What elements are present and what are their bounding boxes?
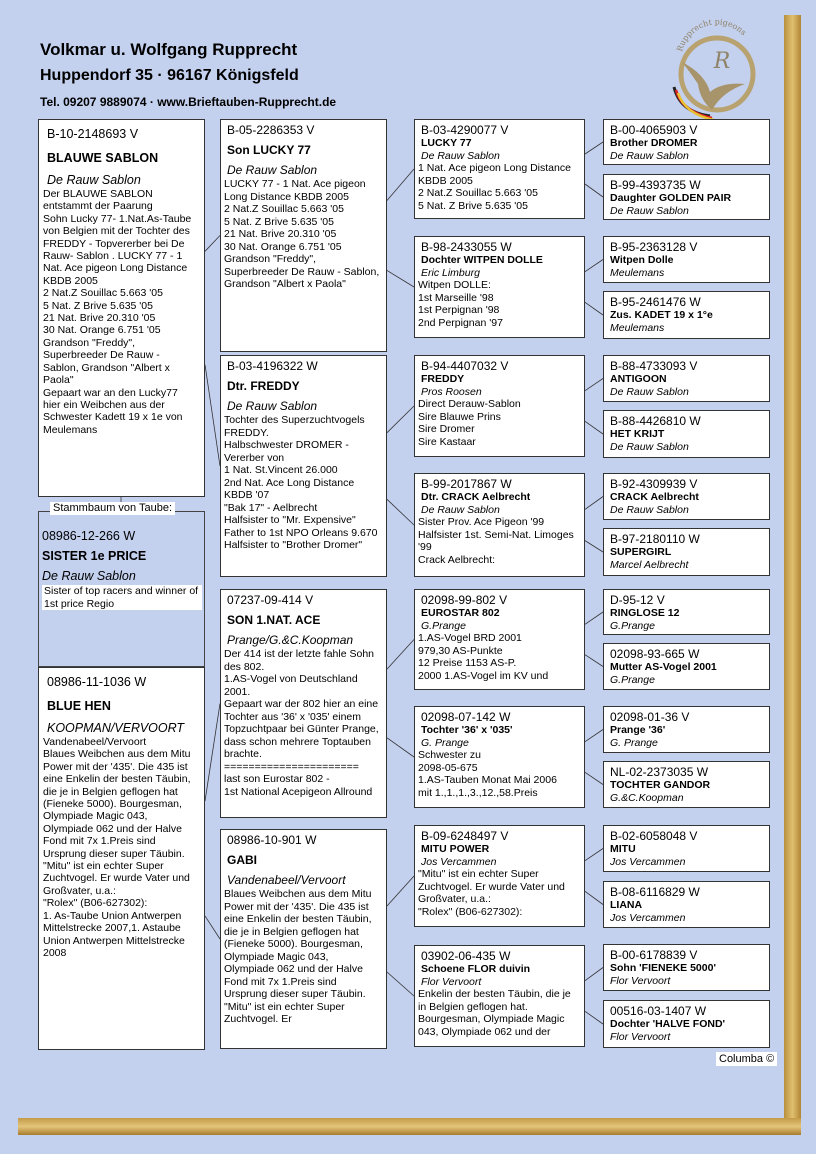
- connector-line: [585, 655, 603, 667]
- breeder: De Rauw Sablon: [227, 399, 318, 413]
- pedigree-card-gg-grandparents[interactable]: [603, 706, 770, 753]
- breeder: G. Prange: [610, 737, 658, 749]
- breeder-name: Volkmar u. Wolfgang Rupprecht: [40, 40, 298, 59]
- breeder: De Rauw Sablon: [47, 173, 141, 187]
- ring-number: B-00-6178839 V: [610, 948, 698, 962]
- ring-number: B-00-4065903 V: [610, 123, 698, 137]
- connector-line: [387, 876, 414, 906]
- description: Tochter des Superzuchtvogels FREDDY. Halbschwester DROMER - Vererber von 1 Nat. St.Vincent 26.000 2nd Nat. Ace Long Distance KBDB '07 "Bak 17" - Aelbrecht Halfsister to "Mr. Expensive" Father to 1st NPO Orleans 9.670 Halfsister to "Brother Dromer": [224, 414, 378, 551]
- connector-line: [585, 497, 603, 510]
- pedigree-card-gg-grandparents[interactable]: [603, 643, 770, 690]
- description: Witpen DOLLE: 1st Marseille '98 1st Perpignan '98 2nd Perpignan '97: [418, 279, 503, 329]
- description: 1 Nat. Ace pigeon Long Distance KBDB 2005 2 Nat.Z Souillac 5.663 '05 5 Nat. Z Brive 5.635 '05: [418, 162, 571, 212]
- ring-number: B-88-4426810 W: [610, 414, 701, 428]
- connector-line: [387, 738, 414, 757]
- ring-number: 08986-11-1036 W: [47, 675, 147, 689]
- connector-line: [205, 704, 220, 802]
- connector-line: [585, 541, 603, 552]
- pigeon-name: FREDDY: [421, 373, 465, 385]
- connector-line: [585, 968, 603, 981]
- pigeon-name: Tochter '36' x '035': [421, 724, 513, 736]
- ring-number: 03902-06-435 W: [421, 949, 511, 963]
- connector-line: [387, 499, 414, 525]
- breeder: G. Prange: [421, 737, 469, 749]
- connector-line: [585, 730, 603, 742]
- ring-number: B-95-2461476 W: [610, 295, 701, 309]
- breeder: De Rauw Sablon: [421, 150, 500, 162]
- pedigree-card-great-grandparents[interactable]: [414, 473, 585, 577]
- breeder: De Rauw Sablon: [421, 504, 500, 516]
- pigeon-name: ANTIGOON: [610, 373, 667, 385]
- svg-text:Rupprecht pigeons: Rupprecht pigeons: [675, 17, 749, 53]
- breeder: Flor Vervoort: [610, 1031, 671, 1043]
- pedigree-card-great-grandparents[interactable]: [414, 236, 585, 338]
- breeder: Jos Vercammen: [610, 912, 686, 924]
- breeder: Vandenabeel/Vervoort: [227, 873, 346, 887]
- pigeon-name: BLUE HEN: [47, 699, 111, 713]
- pigeon-name: BLAUWE SABLON: [47, 151, 159, 165]
- pedigree-card-parents[interactable]: [38, 667, 205, 1050]
- ring-number: B-05-2286353 V: [227, 123, 315, 137]
- pedigree-card-great-grandparents[interactable]: [414, 119, 585, 219]
- ring-number: NL-02-2373035 W: [610, 765, 709, 779]
- ring-number: B-88-4733093 V: [610, 359, 698, 373]
- pigeon-name: Dochter 'HALVE FOND': [610, 1018, 726, 1030]
- ring-number: 08986-12-266 W: [42, 529, 136, 543]
- copyright-label: Columba ©: [716, 1052, 777, 1066]
- ring-number: B-03-4290077 V: [421, 123, 509, 137]
- ring-number: B-95-2363128 V: [610, 240, 698, 254]
- pedigree-card-gg-grandparents[interactable]: [603, 881, 770, 928]
- pigeon-name: GABI: [227, 853, 257, 867]
- connector-line: [387, 406, 414, 433]
- pedigree-card-grandparents[interactable]: [220, 829, 387, 1049]
- pigeon-name: HET KRIJT: [610, 428, 665, 440]
- pigeon-name: Dochter WITPEN DOLLE: [421, 254, 543, 266]
- connector-line: [585, 260, 603, 272]
- breeder: Jos Vercammen: [610, 856, 686, 868]
- pigeon-name: Schoene FLOR duivin: [421, 963, 531, 975]
- breeder: De Rauw Sablon: [42, 569, 136, 583]
- pigeon-name: LUCKY 77: [421, 137, 472, 149]
- description: LUCKY 77 - 1 Nat. Ace pigeon Long Distance KBDB 2005 2 Nat.Z Souillac 5.663 '05 5 Nat. Z Brive 5.635 '05 21 Nat. Brive 20.310 '05 30 Nat. Orange 6.751 '05 Grandson "Freddy", Superbreeder De Rauw - Sablon, Grandson "Albert x Paola": [224, 178, 380, 290]
- description: Sister Prov. Ace Pigeon '99 Halfsister 1st. Semi-Nat. Limoges '99 Crack Aelbrecht:: [418, 516, 574, 566]
- pedigree-card-gg-grandparents[interactable]: [603, 825, 770, 872]
- connector-line: [585, 379, 603, 391]
- pigeon-name: Dtr. CRACK Aelbrecht: [421, 491, 531, 503]
- connector-line: [387, 972, 414, 996]
- ring-number: B-97-2180110 W: [610, 532, 700, 546]
- pedigree-card-gg-grandparents[interactable]: [603, 528, 770, 576]
- connector-line: [585, 142, 603, 154]
- pedigree-card-gg-grandparents[interactable]: [603, 291, 770, 339]
- ring-number: B-02-6058048 V: [610, 829, 698, 843]
- ring-number: D-95-12 V: [610, 593, 665, 607]
- breeder: Prange/G.&C.Koopman: [227, 633, 354, 647]
- connector-line: [387, 640, 414, 670]
- breeder: Pros Roosen: [421, 386, 482, 398]
- breeder-address: Huppendorf 35 · 96167 Königsfeld: [40, 67, 299, 84]
- ring-number: B-08-6116829 W: [610, 885, 700, 899]
- ring-number: B-09-6248497 V: [421, 829, 509, 843]
- pedigree-card-great-grandparents[interactable]: [414, 589, 585, 690]
- subject-frame-label: Stammbaum von Taube:: [50, 502, 175, 515]
- subject-pigeon[interactable]: [42, 528, 202, 610]
- connector-line: [205, 365, 220, 466]
- ring-number: B-98-2433055 W: [421, 240, 512, 254]
- connector-line: [585, 891, 603, 904]
- pedigree-card-great-grandparents[interactable]: [414, 825, 585, 927]
- pedigree-card-gg-grandparents[interactable]: [603, 944, 770, 991]
- breeder: Eric Limburg: [421, 267, 480, 279]
- description: Direct Derauw-Sablon Sire Blauwe Prins Sire Dromer Sire Kastaar: [418, 398, 521, 448]
- breeder: Flor Vervoort: [421, 976, 482, 988]
- pedigree-card-great-grandparents[interactable]: [414, 355, 585, 457]
- description: Der 414 ist der letzte fahle Sohn des 802. 1.AS-Vogel von Deutschland 2001. Gepaart war der 802 hier an eine Tochter aus '36' x '035' einem Topzuchtpaar bei Günter Prange, dass schon mehrere Toptauben brachte. ====================== last son Eurostar 802 - 1st National Acepigeon Allround: [224, 648, 379, 798]
- connector-line: [585, 612, 603, 624]
- connector-line: [585, 772, 603, 784]
- breeder: Marcel Aelbrecht: [610, 559, 689, 571]
- breeder: G.Prange: [610, 674, 655, 686]
- pigeon-name: Zus. KADET 19 x 1°e: [610, 309, 713, 321]
- pigeon-name: SON 1.NAT. ACE: [227, 613, 321, 627]
- breeder: G.Prange: [610, 620, 655, 632]
- pedigree-card-grandparents[interactable]: [220, 355, 387, 577]
- ring-number: B-99-4393735 W: [610, 178, 701, 192]
- pedigree-card-gg-grandparents[interactable]: [603, 1000, 770, 1048]
- ring-number: B-92-4309939 V: [610, 477, 698, 491]
- ring-number: B-99-2017867 W: [421, 477, 512, 491]
- pedigree-card-gg-grandparents[interactable]: [603, 761, 770, 808]
- pedigree-card-grandparents[interactable]: [220, 589, 387, 818]
- pigeon-name: EUROSTAR 802: [421, 607, 500, 619]
- pedigree-card-gg-grandparents[interactable]: [603, 473, 770, 520]
- ring-number: B-03-4196322 W: [227, 359, 318, 373]
- pigeon-name: SUPERGIRL: [610, 546, 672, 558]
- pigeon-name: Sohn 'FIENEKE 5000': [610, 962, 716, 974]
- breeder: De Rauw Sablon: [610, 386, 689, 398]
- connector-line: [387, 169, 414, 201]
- description: 1.AS-Vogel BRD 2001 979,30 AS-Punkte 12 Preise 1153 AS-P. 2000 1.AS-Vogel im KV und: [418, 632, 549, 682]
- pigeon-name: MITU POWER: [421, 843, 490, 855]
- ring-number: B-94-4407032 V: [421, 359, 509, 373]
- pigeon-name: Brother DROMER: [610, 137, 698, 149]
- pedigree-card-great-grandparents[interactable]: [414, 945, 585, 1047]
- breeder: Jos Vercammen: [421, 856, 497, 868]
- pigeon-name: MITU: [610, 843, 636, 855]
- pedigree-card-gg-grandparents[interactable]: [603, 589, 770, 635]
- breeder: Flor Vervoort: [610, 975, 671, 987]
- pedigree-card-parents[interactable]: [38, 119, 205, 497]
- description: Schwester zu 2098-05-675 1.AS-Tauben Monat Mai 2006 mit 1.,1.,1.,3.,12.,58.Preis: [418, 749, 557, 799]
- pigeon-name: Mutter AS-Vogel 2001: [610, 661, 717, 673]
- description: Blaues Weibchen aus dem Mitu Power mit der '435'. Die 435 ist eine Enkelin der besten Täubin, die je in Belgien geflogen hat (Fieneke 5000). Bourgesman, Olympiade Magic 043, Olympiade 062 und der Halve Fond mit 7x 1.Preis sind Ursprung dieser super Täubin. "Mitu" ist ein echter Super Zuchtvogel. Er: [224, 888, 372, 1025]
- ring-number: 00516-03-1407 W: [610, 1004, 707, 1018]
- breeder: G.Prange: [421, 620, 466, 632]
- pigeon-name: SISTER 1e PRICE: [42, 549, 147, 563]
- connector-line: [585, 1011, 603, 1024]
- breeder: De Rauw Sablon: [610, 504, 689, 516]
- svg-text:R: R: [713, 49, 731, 74]
- connector-line: [585, 849, 603, 861]
- breeder: Meulemans: [610, 267, 665, 279]
- pigeon-name: TOCHTER GANDOR: [610, 779, 711, 791]
- breeder: De Rauw Sablon: [227, 163, 318, 177]
- ring-number: 02098-01-36 V: [610, 710, 690, 724]
- pedigree-card-grandparents[interactable]: [220, 119, 387, 352]
- connector-line: [585, 184, 603, 197]
- connector-line: [205, 916, 220, 939]
- connector-line: [585, 302, 603, 315]
- pigeon-name: Prange '36': [610, 724, 666, 736]
- breeder: Meulemans: [610, 322, 665, 334]
- pedigree-card-gg-grandparents[interactable]: [603, 174, 770, 220]
- pedigree-card-gg-grandparents[interactable]: [603, 355, 770, 402]
- pedigree-card-gg-grandparents[interactable]: [603, 236, 770, 283]
- description: Vandenabeel/Vervoort Blaues Weibchen aus dem Mitu Power mit der '435'. Die 435 ist eine Enkelin der besten Täubin, die je in Belgien geflogen hat (Fieneke 5000). Bourgesman, Olympiade Magic 043, Olympiade 062 und der Halve Fond mit 7x 1.Preis sind Ursprung dieser super Täubin. "Mitu" ist ein echter Super Zuchtvogel. Er wurde Vater und Großvater, u.a.: "Rolex" (B06-627302): 1. As-Taube Union Antwerpen Mittelstrecke 2007,1. Astaube Union Antwerpen Mittelstrecke 2008: [43, 736, 191, 959]
- pigeon-name: Dtr. FREDDY: [227, 379, 300, 393]
- ring-number: 02098-07-142 W: [421, 710, 511, 724]
- pigeon-name: Daughter GOLDEN PAIR: [610, 192, 732, 204]
- description: "Mitu" ist ein echter Super Zuchtvogel. Er wurde Vater und Großvater, u.a.: "Rolex" (B06-627302):: [418, 868, 565, 918]
- ring-number: B-10-2148693 V: [47, 127, 139, 141]
- breeder: De Rauw Sablon: [610, 150, 689, 162]
- breeder: De Rauw Sablon: [610, 205, 689, 217]
- pigeon-name: Son LUCKY 77: [227, 143, 311, 157]
- ring-number: 07237-09-414 V: [227, 593, 314, 607]
- connector-line: [387, 270, 414, 287]
- breeder-contact: Tel. 09207 9889074 · www.Brieftauben-Rupprecht.de: [40, 95, 337, 109]
- breeder: G.&C.Koopman: [610, 792, 684, 804]
- pigeon-name: CRACK Aelbrecht: [610, 491, 699, 503]
- ring-number: 02098-93-665 W: [610, 647, 700, 661]
- pigeon-name: LIANA: [610, 899, 643, 911]
- connector-line: [585, 421, 603, 434]
- pedigree-card-gg-grandparents[interactable]: [603, 119, 770, 165]
- breeder: De Rauw Sablon: [610, 441, 689, 453]
- description: Der BLAUWE SABLON entstammt der Paarung Sohn Lucky 77- 1.Nat.As-Taube von Belgien mit der Tochter des FREDDY - Topvererber bei De Rauw- Sablon . LUCKY 77 - 1 Nat. Ace pigeon Long Distance KBDB 2005 2 Nat.Z Souillac 5.663 '05 5 Nat. Z Brive 5.635 '05 21 Nat. Brive 20.310 '05 30 Nat. Orange 6.751 '05 Grandson "Freddy", Superbreeder De Rauw - Sablon, Grandson "Albert x Paola" Gepaart war an den Lucky77 hier ein Weibchen aus der Schwester Kadett 19 x 1e von Meulemans: [43, 188, 192, 436]
- description: Enkelin der besten Täubin, die je in Belgien geflogen hat. Bourgesman, Olympiade Magic 043, Olympiade 062 und der: [418, 988, 571, 1038]
- pedigree-card-gg-grandparents[interactable]: [603, 410, 770, 458]
- ring-number: 08986-10-901 W: [227, 833, 317, 847]
- pigeon-name: RINGLOSE 12: [610, 607, 680, 619]
- ring-number: 02098-99-802 V: [421, 593, 508, 607]
- pigeon-name: Witpen Dolle: [610, 254, 674, 266]
- description: Sister of top racers and winner of 1st price Regio: [42, 585, 202, 610]
- breeder: KOOPMAN/VERVOORT: [47, 721, 185, 735]
- connector-line: [205, 236, 220, 252]
- pedigree-card-great-grandparents[interactable]: [414, 706, 585, 808]
